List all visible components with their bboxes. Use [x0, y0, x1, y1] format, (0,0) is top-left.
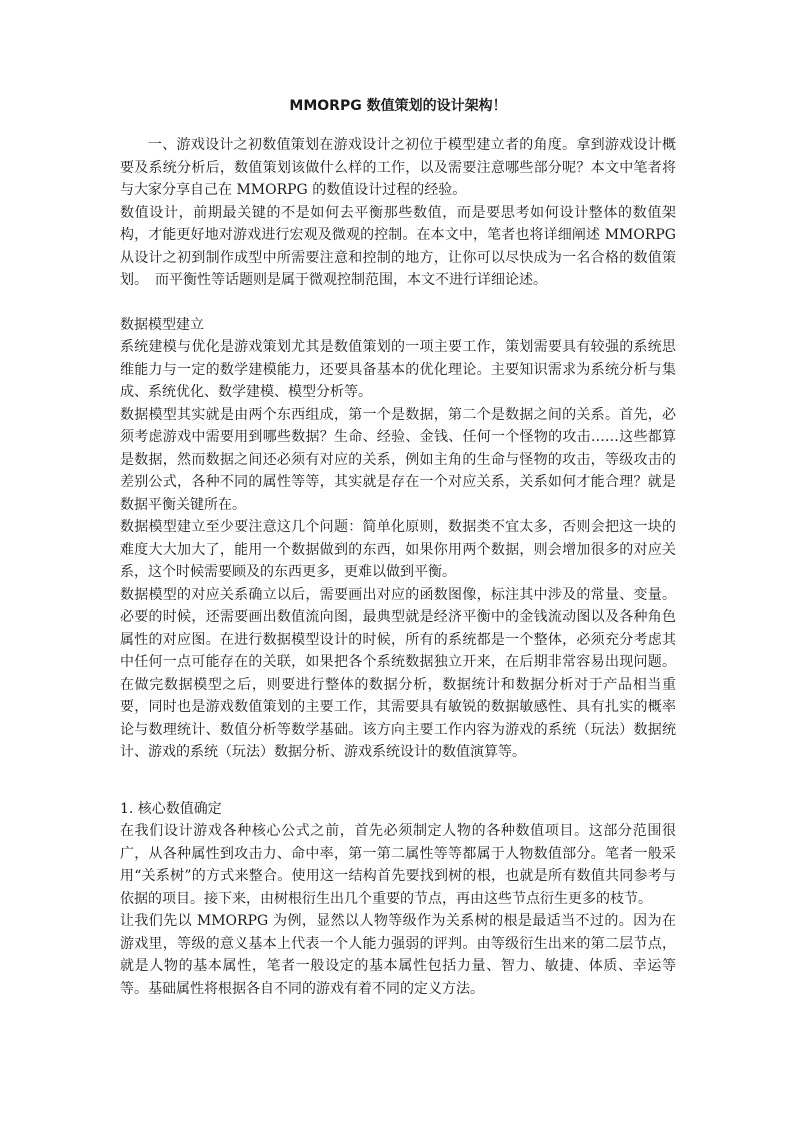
document-page	[120, 96, 676, 1000]
body-paragraph: 数据模型其实就是由两个东西组成，第一个是数据，第二个是数据之间的关系。首先，必须考虑游戏中需要用到哪些数据？生命、经验、金钱、任何一个怪物的攻击……这些都算是数据，然而数据之间还必须有对应的关系，例如主角的生命与怪物的攻击，等级攻击的差别公式，各种不同的属性等等，其实就是存在一个对应关系，关系如何才能合理？就是数据平衡关键所在。	[120, 406, 676, 513]
spacer	[120, 764, 676, 798]
document-title: MMORPG 数值策划的设计架构！	[289, 98, 507, 114]
section-heading: 数据模型建立	[120, 316, 204, 333]
intro-paragraph: 数值设计，前期最关键的不是如何去平衡那些数值，而是要思考如何设计整体的数值架构，才能更好地对游戏进行宏观及微观的控制。在本文中，笔者也将详细阐述 MMORPG 从设计之初到制作成型中所需要注意和控制的地方，让你可以尽快成为一名合格的数值策划。 而平衡性等话题则是属于微观控制范围，本文不进行详细论述。	[120, 204, 676, 288]
spacer	[120, 292, 676, 314]
intro-paragraph: 一、游戏设计之初数值策划在游戏设计之初位于模型建立者的角度。拿到游戏设计概要及系统分析后，数值策划该做什么样的工作，以及需要注意哪些部分呢？本文中笔者将与大家分享自己在 MMORPG 的数值设计过程的经验。	[120, 137, 676, 198]
body-paragraph: 让我们先以 MMORPG 为例，显然以人物等级作为关系树的根是最适当不过的。因为在游戏里，等级的意义基本上代表一个人能力强弱的评判。由等级衍生出来的第二层节点，就是人物的基本属性，笔者一般设定的基本属性包括力量、智力、敏捷、体质、幸运等等。基础属性将根据各自不同的游戏有着不同的定义方法。	[120, 913, 676, 997]
section-heading: 1. 核心数值确定	[120, 800, 222, 817]
body-paragraph: 数据模型的对应关系确立以后，需要画出对应的函数图像，标注其中涉及的常量、变量。必要的时候，还需要画出数值流向图，最典型就是经济平衡中的金钱流动图以及各种角色属性的对应图。在进行数据模型设计的时候，所有的系统都是一个整体，必须充分考虑其中任何一点可能存在的关联，如果把各个系统数据独立开来，在后期非常容易出现问题。在做完数据模型之后，则要进行整体的数据分析，数据统计和数据分析对于产品相当重要，同时也是游戏数值策划的主要工作，其需要具有敏锐的数据敏感性、具有扎实的概率论与数理统计、数值分析等数学基础。该方向主要工作内容为游戏的系统（玩法）数据统计、游戏的系统（玩法）数据分析、游戏系统设计的数值演算等。	[120, 586, 676, 760]
body-paragraph: 系统建模与优化是游戏策划尤其是数值策划的一项主要工作，策划需要具有较强的系统思维能力与一定的数学建模能力，还要具备基本的优化理论。主要知识需求为系统分析与集成、系统优化、数学建模、模型分析等。	[120, 339, 676, 400]
body-paragraph: 数据模型建立至少要注意这几个问题：简单化原则，数据类不宜太多，否则会把这一块的难度大大加大了，能用一个数据做到的东西，如果你用两个数据，则会增加很多的对应关系，这个时候需要顾及的东西更多，更难以做到平衡。	[120, 519, 676, 580]
body-paragraph: 在我们设计游戏各种核心公式之前，首先必须制定人物的各种数值项目。这部分范围很广，从各种属性到攻击力、命中率，第一第二属性等等都属于人物数值部分。笔者一般采用“关系树”的方式来整合。使用这一结构首先要找到树的根，也就是所有数值共同参考与依据的项目。接下来，由树根衍生出几个重要的节点，再由这些节点衍生更多的枝节。	[120, 823, 676, 907]
